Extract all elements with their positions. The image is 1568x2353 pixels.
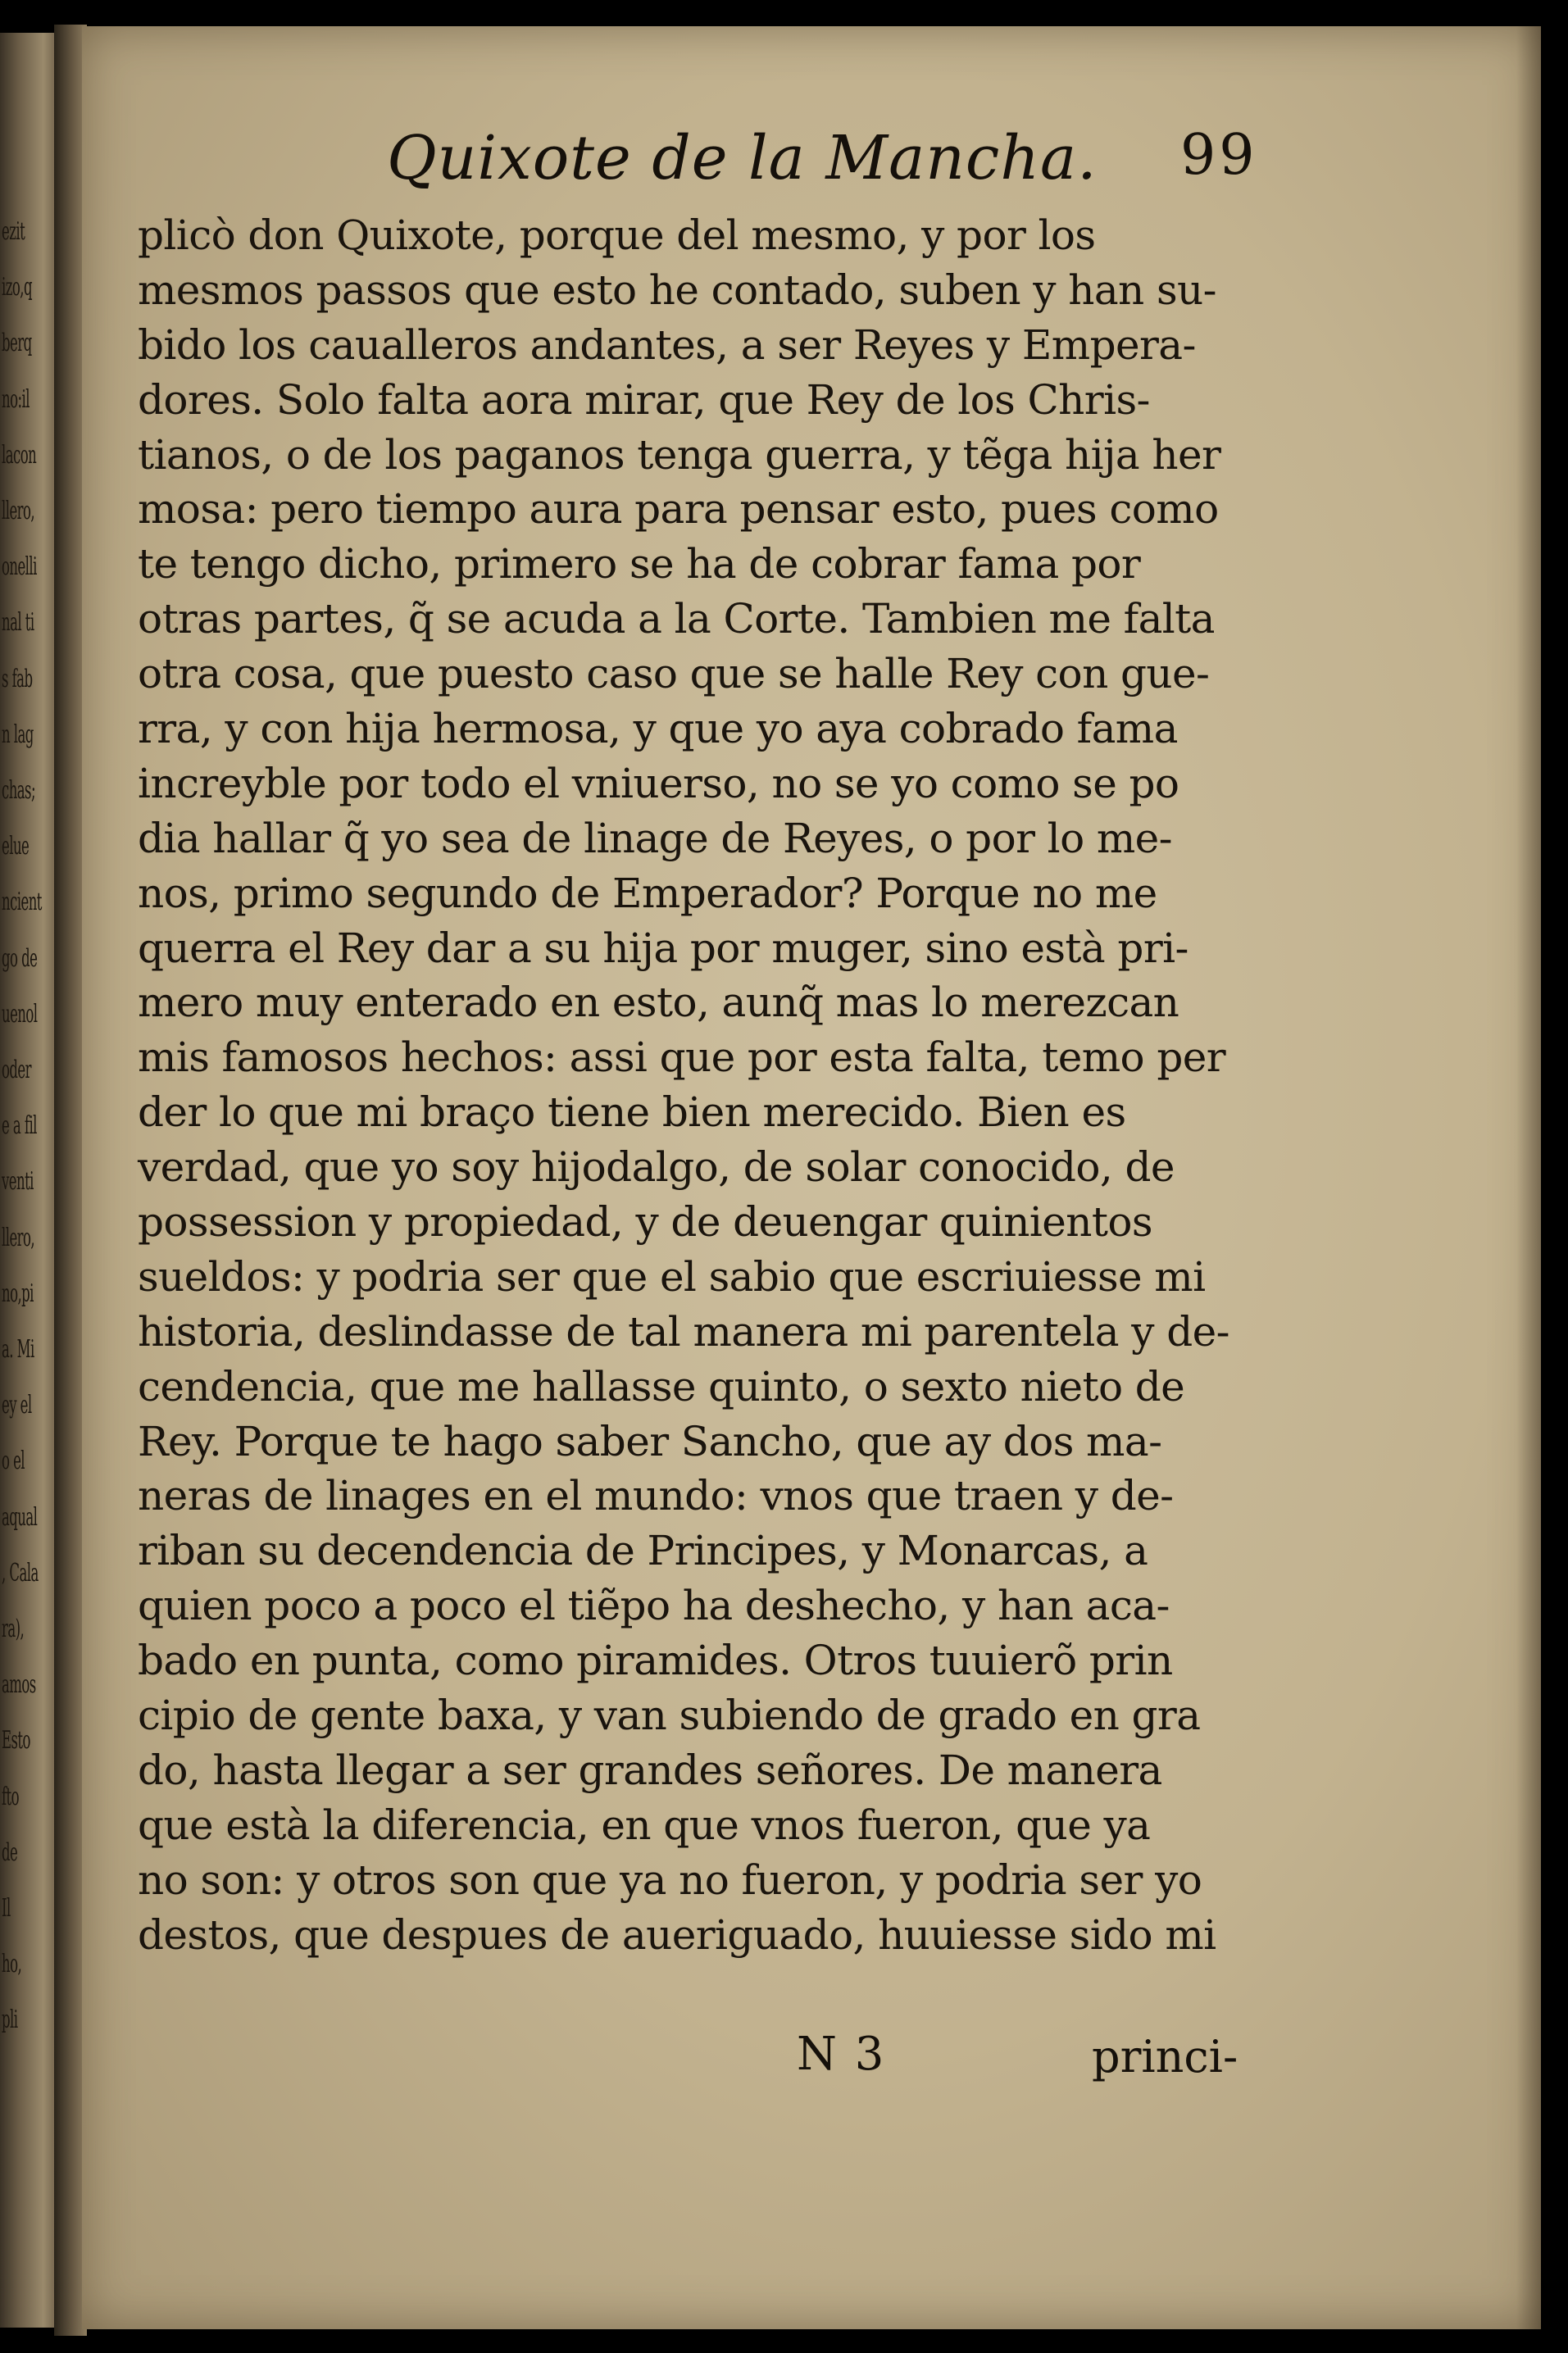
facing-page-fragment: e a fil: [2, 1111, 37, 1141]
text-line: sueldos: y podria ser que el sabio que escriuiesse mi: [138, 1252, 1206, 1301]
facing-page-edge: [0, 33, 54, 2328]
text-line: riban su decendencia de Principes, y Monarcas, a: [138, 1527, 1148, 1575]
facing-page-fragment: de: [2, 1837, 18, 1867]
text-line: querra el Rey dar a su hija por muger, sino està pri-: [138, 924, 1188, 972]
facing-page-fragment: s fab: [2, 664, 33, 693]
text-line: Rey. Porque te hago saber Sancho, que ay dos ma-: [138, 1417, 1162, 1465]
page-edge-shadow: [1516, 26, 1541, 2329]
page-number: 99: [1180, 123, 1258, 188]
facing-page-fragment: oder: [2, 1056, 31, 1084]
facing-page-fragment: no:il: [2, 384, 30, 414]
facing-page-fragment: ncient: [2, 888, 42, 917]
text-line: mis famosos hechos: assi que por esta falta, temo per: [138, 1033, 1226, 1082]
text-line: otra cosa, que puesto caso que se halle Rey con gue-: [138, 650, 1210, 698]
facing-page-fragment: pli: [2, 2006, 18, 2035]
text-line: mero muy enterado en esto, aunq̃ mas lo merezcan: [138, 979, 1179, 1027]
catchword: princi-: [1092, 2031, 1238, 2083]
text-line: destos, que despues de aueriguado, huuiesse sido mi: [138, 1910, 1216, 1959]
facing-page-fragment: ra),: [2, 1615, 25, 1643]
text-line: possession y propiedad, y de deuengar quinientos: [138, 1198, 1152, 1247]
running-head: Quixote de la Mancha.: [387, 123, 1098, 193]
facing-page-fragment: Esto: [2, 1726, 30, 1756]
text-line: plicò don Quixote, porque del mesmo, y por los: [138, 211, 1096, 259]
facing-page-fragment: nal ti: [2, 608, 34, 638]
text-line: que està la diferencia, en que vnos fueron, que ya: [138, 1801, 1151, 1849]
text-line: cendencia, que me hallasse quinto, o sexto nieto de: [138, 1362, 1185, 1410]
text-line: otras partes, q̃ se acuda a la Corte. Tambien me falta: [138, 595, 1215, 643]
facing-page-fragment: amos: [2, 1670, 36, 1700]
facing-page-fragment: fto: [2, 1782, 20, 1811]
text-line: do, hasta llegar a ser grandes señores. De manera: [138, 1746, 1162, 1794]
text-line: dores. Solo falta aora mirar, que Rey de los Chris-: [138, 375, 1150, 424]
facing-page-fragment: llero,: [2, 497, 35, 525]
text-line: mosa: pero tiempo aura para pensar esto, pues como: [138, 485, 1219, 534]
text-line: te tengo dicho, primero se ha de cobrar fama por: [138, 540, 1141, 588]
text-line: der lo que mi braço tiene bien merecido. Bien es: [138, 1088, 1126, 1137]
text-line: verdad, que yo soy hijodalgo, de solar conocido, de: [138, 1143, 1175, 1192]
facing-page-fragment: venti: [2, 1167, 34, 1197]
text-line: bado en punta, como piramides. Otros tuuierõ prin: [138, 1637, 1173, 1685]
text-line: tianos, o de los paganos tenga guerra, y tẽga hija her: [138, 430, 1221, 479]
signature-mark: N 3: [797, 2028, 886, 2081]
facing-page-fragment: aqual: [2, 1502, 38, 1532]
facing-page-fragment: chas;: [2, 776, 35, 805]
text-line: rra, y con hija hermosa, y que yo aya cobrado fama: [138, 705, 1178, 753]
book-page: [82, 26, 1541, 2329]
facing-page-fragment: , Cala: [2, 1558, 39, 1588]
facing-page-fragment: llero,: [2, 1223, 35, 1252]
facing-page-fragment: lacon: [2, 440, 37, 470]
text-line: increyble por todo el vniuerso, no se yo como se po: [138, 759, 1179, 807]
facing-page-fragment: ezit: [2, 217, 25, 246]
text-line: bido los caualleros andantes, a ser Reyes y Empera-: [138, 320, 1196, 369]
text-line: mesmos passos que esto he contado, suben y han su-: [138, 266, 1216, 314]
facing-page-fragment: o el: [2, 1447, 25, 1476]
facing-page-fragment: uenol: [2, 999, 38, 1029]
text-line: cipio de gente baxa, y van subiendo de grado en gra: [138, 1692, 1201, 1740]
body-text: [138, 208, 1351, 1963]
facing-page-fragment: ho,: [2, 1950, 22, 1979]
text-line: dia hallar q̃ yo sea de linage de Reyes, o por lo me-: [138, 814, 1172, 862]
text-line: quien poco a poco el tiẽpo ha deshecho, y han aca-: [138, 1582, 1170, 1630]
facing-page-fragment: ey el: [2, 1391, 32, 1420]
facing-page-fragment: berq: [2, 329, 32, 358]
facing-page-fragments: [0, 33, 54, 2328]
text-line: no son: y otros son que ya no fueron, y podria ser yo: [138, 1856, 1202, 1904]
facing-page-fragment: n lag: [2, 720, 34, 749]
facing-page-fragment: go de: [2, 943, 38, 973]
text-line: neras de linages en el mundo: vnos que traen y de-: [138, 1472, 1174, 1520]
text-line: historia, deslindasse de tal manera mi parentela y de-: [138, 1307, 1229, 1356]
facing-page-fragment: elue: [2, 832, 30, 861]
facing-page-fragment: a. Mi: [2, 1335, 34, 1364]
facing-page-fragment: no,pi: [2, 1279, 34, 1308]
facing-page-fragment: Il: [2, 1894, 11, 1923]
facing-page-fragment: izo,q: [2, 273, 32, 302]
facing-page-fragment: onelli: [2, 552, 37, 582]
text-line: nos, primo segundo de Emperador? Porque no me: [138, 869, 1157, 917]
